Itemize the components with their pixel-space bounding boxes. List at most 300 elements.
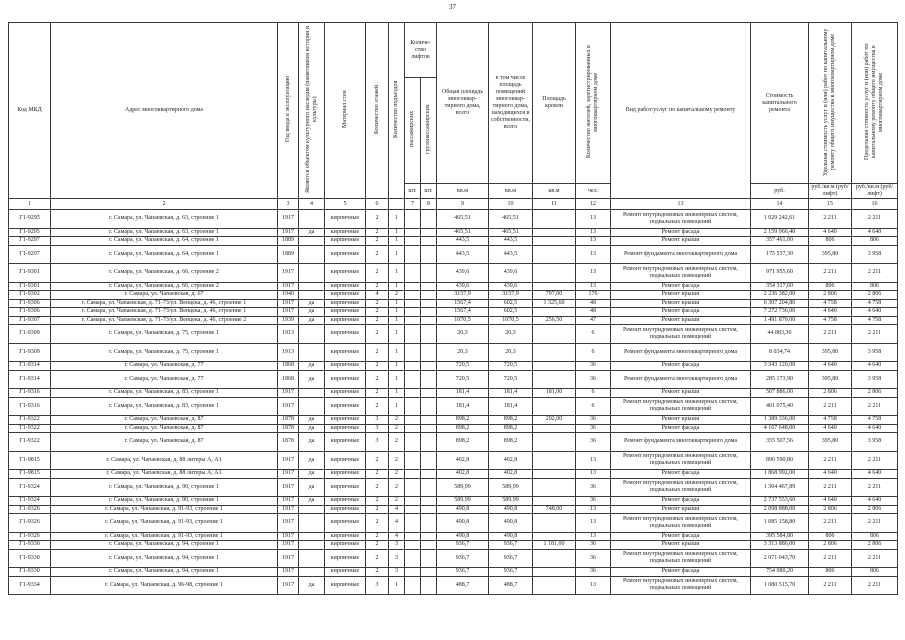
cell-heritage: да bbox=[299, 370, 325, 389]
column-number: 9 bbox=[437, 199, 489, 210]
cell-floors: 2 bbox=[366, 549, 389, 568]
header-roof-area: Площадь кровли bbox=[533, 23, 576, 184]
cell-total-area: 402,8 bbox=[437, 451, 489, 470]
cell-roof-area bbox=[533, 424, 576, 433]
cell-entrances: 2 bbox=[389, 424, 405, 433]
cell-year: 1917 bbox=[278, 451, 299, 470]
cell-code: Г1-9314 bbox=[9, 370, 51, 389]
cell-cost: 1 085 158,80 bbox=[751, 514, 809, 533]
cell-total-area: 720,5 bbox=[437, 362, 489, 371]
cell-work: Ремонт фасада bbox=[611, 424, 751, 433]
cell-cost: 2 159 966,40 bbox=[751, 228, 809, 237]
cell-unit-cost: 2 806 bbox=[809, 541, 852, 550]
cell-walls: кирпичные bbox=[325, 362, 366, 371]
cell-address: г. Самара, ул. Чапаевская, д. 88 литеры А, А1 bbox=[51, 470, 278, 479]
cell-lifts-passenger bbox=[405, 291, 421, 300]
cell-floors: 3 bbox=[366, 576, 389, 595]
table-row bbox=[9, 370, 898, 389]
cell-walls: кирпичные bbox=[325, 370, 366, 389]
cell-unit-cost: 4 640 bbox=[809, 497, 852, 506]
cell-floors: 3 bbox=[366, 424, 389, 433]
cell-work: Ремонт фундамента многоквартирного дома bbox=[611, 433, 751, 452]
cell-year: 1940 bbox=[278, 291, 299, 300]
cell-cost: 285 173,90 bbox=[751, 370, 809, 389]
cell-max-cost: 4 640 bbox=[852, 470, 898, 479]
cell-code: Г1-9326 bbox=[9, 514, 51, 533]
cell-entrances: 4 bbox=[389, 514, 405, 533]
cell-address: г. Самара, ул. Чапаевская, д. 91-93, строение 1 bbox=[51, 532, 278, 541]
cell-residents: 13 bbox=[576, 470, 611, 479]
cell-total-area: 443,5 bbox=[437, 245, 489, 264]
cell-walls: кирпичные bbox=[325, 389, 366, 398]
cell-walls: кирпичные bbox=[325, 228, 366, 237]
cell-code: Г1-9326 bbox=[9, 532, 51, 541]
cell-residents: 6 bbox=[576, 325, 611, 344]
cell-residents: 6 bbox=[576, 389, 611, 398]
cell-max-cost: 2 211 bbox=[852, 549, 898, 568]
cell-roof-area: 1 325,60 bbox=[533, 299, 576, 308]
cell-roof-area bbox=[533, 576, 576, 595]
cell-max-cost: 3 958 bbox=[852, 433, 898, 452]
cell-roof-area bbox=[533, 228, 576, 237]
cell-address: г. Самара, ул. Чапаевская, д. 83, строение 1 bbox=[51, 397, 278, 416]
cell-heritage: да bbox=[299, 470, 325, 479]
column-number: 10 bbox=[489, 199, 533, 210]
cell-lifts-freight bbox=[421, 416, 437, 425]
column-number: 7 bbox=[405, 199, 421, 210]
table-row bbox=[9, 433, 898, 452]
cell-work: Ремонт фасада bbox=[611, 362, 751, 371]
cell-max-cost: 4 758 bbox=[852, 416, 898, 425]
table-row bbox=[9, 470, 898, 479]
cell-walls: кирпичные bbox=[325, 514, 366, 533]
header-year bbox=[278, 23, 299, 199]
column-number: 1 bbox=[9, 199, 51, 210]
cell-walls: кирпичные bbox=[325, 497, 366, 506]
cell-heritage bbox=[299, 532, 325, 541]
cell-lifts-freight bbox=[421, 299, 437, 308]
cell-roof-area bbox=[533, 237, 576, 246]
cell-lifts-freight bbox=[421, 210, 437, 229]
cell-year: 1917 bbox=[278, 532, 299, 541]
cell-residents: 13 bbox=[576, 576, 611, 595]
cell-heritage bbox=[299, 389, 325, 398]
cell-unit-cost: 4 758 bbox=[809, 416, 852, 425]
cell-entrances: 2 bbox=[389, 470, 405, 479]
capital-repair-table bbox=[8, 22, 898, 595]
cell-heritage: да bbox=[299, 308, 325, 317]
cell-year: 1878 bbox=[278, 433, 299, 452]
cell-lifts-freight bbox=[421, 291, 437, 300]
header-unit-cost bbox=[809, 23, 852, 184]
cell-floors: 2 bbox=[366, 389, 389, 398]
cell-unit-cost: 395,80 bbox=[809, 245, 852, 264]
cell-floors: 2 bbox=[366, 514, 389, 533]
header-total-area: Общая площадь многоквар-тирного дома, всего bbox=[437, 23, 489, 184]
cell-work: Ремонт фасада bbox=[611, 282, 751, 291]
cell-roof-area bbox=[533, 397, 576, 416]
cell-address: г. Самара, ул. Чапаевская, д. 71-73/ул. Венцека, д. 46, строение 2 bbox=[51, 316, 278, 325]
header-lifts-freight-label: грузопассажирских bbox=[425, 104, 431, 154]
cell-max-cost: 3 958 bbox=[852, 245, 898, 264]
cell-code: Г1-9322 bbox=[9, 424, 51, 433]
unit-cost: руб. bbox=[751, 184, 809, 199]
cell-residents: 13 bbox=[576, 514, 611, 533]
cell-year: 1917 bbox=[278, 568, 299, 577]
cell-code: Г1-9302 bbox=[9, 291, 51, 300]
cell-total-area: 898,2 bbox=[437, 433, 489, 452]
cell-entrances: 1 bbox=[389, 228, 405, 237]
cell-cost: 44 883,30 bbox=[751, 325, 809, 344]
cell-roof-area bbox=[533, 470, 576, 479]
cell-roof-area bbox=[533, 210, 576, 229]
cell-unit-cost: 2 211 bbox=[809, 325, 852, 344]
cell-total-area: 439,6 bbox=[437, 282, 489, 291]
cell-heritage: да bbox=[299, 228, 325, 237]
cell-code: Г1-9309 bbox=[9, 325, 51, 344]
cell-total-area: 402,8 bbox=[437, 470, 489, 479]
unit-residents: чел. bbox=[576, 184, 611, 199]
header-unit-cost-label: Удельная стоимость услуг и (или) работ по капитальному ремонту общего имущества в многоквартирном доме bbox=[823, 27, 836, 176]
cell-work: Ремонт внутридомовых инженерных систем, подвальных помещений bbox=[611, 549, 751, 568]
cell-max-cost: 4 640 bbox=[852, 497, 898, 506]
column-number: 5 bbox=[325, 199, 366, 210]
cell-lifts-passenger bbox=[405, 497, 421, 506]
cell-walls: кирпичные bbox=[325, 264, 366, 283]
column-number: 15 bbox=[809, 199, 852, 210]
cell-unit-cost: 2 806 bbox=[809, 505, 852, 514]
cell-cost: 175 537,30 bbox=[751, 245, 809, 264]
table-row bbox=[9, 291, 898, 300]
cell-owned-area: 20,3 bbox=[489, 325, 533, 344]
header-lifts-passenger-label: пассажирских bbox=[409, 110, 415, 148]
cell-entrances: 1 bbox=[389, 370, 405, 389]
cell-lifts-passenger bbox=[405, 308, 421, 317]
table-row bbox=[9, 237, 898, 246]
cell-owned-area: 20,3 bbox=[489, 343, 533, 362]
cell-code: Г1-9297 bbox=[9, 237, 51, 246]
cell-unit-cost: 395,80 bbox=[809, 370, 852, 389]
cell-year: 1917 bbox=[278, 389, 299, 398]
cell-owned-area: 3157,9 bbox=[489, 291, 533, 300]
cell-max-cost: 2 806 bbox=[852, 505, 898, 514]
cell-entrances: 1 bbox=[389, 576, 405, 595]
cell-floors: 3 bbox=[366, 433, 389, 452]
cell-unit-cost: 2 806 bbox=[809, 389, 852, 398]
cell-floors: 2 bbox=[366, 343, 389, 362]
header-max-cost bbox=[852, 23, 898, 184]
cell-unit-cost: 4 640 bbox=[809, 362, 852, 371]
cell-entrances: 3 bbox=[389, 541, 405, 550]
cell-lifts-freight bbox=[421, 505, 437, 514]
cell-code: Г1-9322 bbox=[9, 433, 51, 452]
cell-floors: 2 bbox=[366, 237, 389, 246]
cell-total-area: 443,5 bbox=[437, 237, 489, 246]
cell-lifts-freight bbox=[421, 541, 437, 550]
cell-floors: 3 bbox=[366, 416, 389, 425]
table-row bbox=[9, 308, 898, 317]
header-heritage-label: Является объектом культурного наследия (памятником истории и культуры) bbox=[304, 25, 318, 193]
cell-residents: 13 bbox=[576, 228, 611, 237]
cell-max-cost: 4 640 bbox=[852, 424, 898, 433]
cell-max-cost: 2 211 bbox=[852, 325, 898, 344]
cell-total-area: 1567,4 bbox=[437, 299, 489, 308]
header-walls-label: Материал стен bbox=[341, 90, 348, 128]
table-row bbox=[9, 325, 898, 344]
cell-cost: 2 071 043,70 bbox=[751, 549, 809, 568]
cell-cost: 1 491 879,00 bbox=[751, 316, 809, 325]
cell-cost: 1 080 515,70 bbox=[751, 576, 809, 595]
cell-total-area: 936,7 bbox=[437, 549, 489, 568]
cell-owned-area: 488,7 bbox=[489, 576, 533, 595]
cell-roof-area bbox=[533, 451, 576, 470]
cell-lifts-passenger bbox=[405, 505, 421, 514]
cell-code: Г1-9316 bbox=[9, 397, 51, 416]
cell-lifts-passenger bbox=[405, 549, 421, 568]
cell-address: г. Самара, ул. Чапаевская, д. 75, строение 1 bbox=[51, 325, 278, 344]
cell-max-cost: 2 806 bbox=[852, 291, 898, 300]
cell-cost: 4 167 648,00 bbox=[751, 424, 809, 433]
cell-unit-cost: 4 758 bbox=[809, 316, 852, 325]
cell-heritage: да bbox=[299, 316, 325, 325]
cell-address: г. Самара, ул. Чапаевская, д. 88 литеры А, А1 bbox=[51, 451, 278, 470]
cell-walls: кирпичные bbox=[325, 470, 366, 479]
cell-year: 1917 bbox=[278, 264, 299, 283]
cell-total-area: 20,3 bbox=[437, 343, 489, 362]
cell-residents: 48 bbox=[576, 299, 611, 308]
header-floors bbox=[366, 23, 389, 199]
cell-roof-area bbox=[533, 282, 576, 291]
cell-owned-area: 465,51 bbox=[489, 228, 533, 237]
cell-walls: кирпичные bbox=[325, 308, 366, 317]
cell-entrances: 1 bbox=[389, 343, 405, 362]
cell-total-area: 465,51 bbox=[437, 228, 489, 237]
cell-max-cost: 2 211 bbox=[852, 397, 898, 416]
table-row bbox=[9, 497, 898, 506]
cell-total-area: 898,2 bbox=[437, 424, 489, 433]
cell-roof-area: 181,00 bbox=[533, 389, 576, 398]
table-row bbox=[9, 541, 898, 550]
cell-entrances: 1 bbox=[389, 245, 405, 264]
table-row bbox=[9, 424, 898, 433]
cell-residents: 36 bbox=[576, 541, 611, 550]
cell-max-cost: 2 211 bbox=[852, 451, 898, 470]
cell-lifts-passenger bbox=[405, 514, 421, 533]
table-row bbox=[9, 576, 898, 595]
cell-walls: кирпичные bbox=[325, 210, 366, 229]
cell-cost: 971 955,60 bbox=[751, 264, 809, 283]
cell-cost: 2 236 382,00 bbox=[751, 291, 809, 300]
cell-floors: 2 bbox=[366, 505, 389, 514]
cell-owned-area: 936,7 bbox=[489, 568, 533, 577]
cell-lifts-freight bbox=[421, 514, 437, 533]
cell-cost: 1 304 467,89 bbox=[751, 478, 809, 497]
cell-entrances: 1 bbox=[389, 299, 405, 308]
cell-work: Ремонт внутридомовых инженерных систем, подвальных помещений bbox=[611, 451, 751, 470]
cell-work: Ремонт внутридомовых инженерных систем, подвальных помещений bbox=[611, 478, 751, 497]
cell-residents: 36 bbox=[576, 549, 611, 568]
cell-roof-area bbox=[533, 362, 576, 371]
cell-entrances: 1 bbox=[389, 237, 405, 246]
column-number-row bbox=[9, 199, 898, 210]
cell-address: г. Самара, ул. Чапаевская, д. 64, строение 1 bbox=[51, 245, 278, 264]
cell-work: Ремонт фасада bbox=[611, 532, 751, 541]
cell-total-area: 3157,9 bbox=[437, 291, 489, 300]
cell-owned-area: 1070,5 bbox=[489, 316, 533, 325]
cell-year: 1913 bbox=[278, 343, 299, 362]
table-row bbox=[9, 389, 898, 398]
cell-year: 1939 bbox=[278, 316, 299, 325]
header-lifts-passenger bbox=[405, 78, 421, 184]
cell-work: Ремонт крыши bbox=[611, 291, 751, 300]
cell-owned-area: 490,8 bbox=[489, 514, 533, 533]
header-walls bbox=[325, 23, 366, 199]
cell-max-cost: 4 758 bbox=[852, 316, 898, 325]
cell-heritage bbox=[299, 282, 325, 291]
cell-floors: 2 bbox=[366, 308, 389, 317]
cell-heritage bbox=[299, 325, 325, 344]
cell-code: Г1-9322 bbox=[9, 416, 51, 425]
cell-roof-area bbox=[533, 478, 576, 497]
cell-floors: 2 bbox=[366, 228, 389, 237]
cell-address: г. Самара, ул. Чапаевская, д. 90, строение 1 bbox=[51, 497, 278, 506]
cell-work: Ремонт крыши bbox=[611, 541, 751, 550]
cell-address: г. Самара, ул. Чапаевская, д. 66, строение 2 bbox=[51, 282, 278, 291]
header-code: Код МКД bbox=[9, 23, 51, 199]
cell-cost: 1 389 336,00 bbox=[751, 416, 809, 425]
cell-code: Г1-9326 bbox=[9, 505, 51, 514]
cell-floors: 2 bbox=[366, 362, 389, 371]
cell-year: 1917 bbox=[278, 299, 299, 308]
cell-floors: 2 bbox=[366, 497, 389, 506]
cell-year: 1917 bbox=[278, 576, 299, 595]
cell-cost: 357 461,00 bbox=[751, 237, 809, 246]
cell-max-cost: 2 806 bbox=[852, 389, 898, 398]
cell-address: г. Самара, ул. Чапаевская, д. 87 bbox=[51, 433, 278, 452]
cell-entrances: 2 bbox=[389, 451, 405, 470]
cell-roof-area bbox=[533, 514, 576, 533]
cell-year: 1889 bbox=[278, 237, 299, 246]
cell-year: 1917 bbox=[278, 497, 299, 506]
cell-residents: 48 bbox=[576, 308, 611, 317]
cell-walls: кирпичные bbox=[325, 576, 366, 595]
cell-work: Ремонт крыши bbox=[611, 416, 751, 425]
table-row bbox=[9, 505, 898, 514]
cell-lifts-freight bbox=[421, 433, 437, 452]
cell-lifts-passenger bbox=[405, 228, 421, 237]
cell-walls: кирпичные bbox=[325, 291, 366, 300]
header-year-label: Год ввода в эксплуатацию bbox=[284, 75, 291, 143]
table-row bbox=[9, 451, 898, 470]
cell-owned-area: 465,51 bbox=[489, 210, 533, 229]
cell-total-area: 465,51 bbox=[437, 210, 489, 229]
cell-lifts-passenger bbox=[405, 325, 421, 344]
cell-code: Г1-9306 bbox=[9, 308, 51, 317]
cell-entrances: 1 bbox=[389, 397, 405, 416]
cell-owned-area: 402,8 bbox=[489, 470, 533, 479]
unit-total-area: кв.м bbox=[437, 184, 489, 199]
column-number: 16 bbox=[852, 199, 898, 210]
unit-max-cost: руб./кв.м (руб/лифт) bbox=[852, 184, 898, 199]
cell-residents: 36 bbox=[576, 362, 611, 371]
unit-lifts-passenger: шт. bbox=[405, 184, 421, 199]
cell-work: Ремонт фасада bbox=[611, 308, 751, 317]
page-number: 37 bbox=[449, 3, 456, 11]
cell-lifts-passenger bbox=[405, 237, 421, 246]
cell-walls: кирпичные bbox=[325, 478, 366, 497]
cell-address: г. Самара, ул. Чапаевская, д. 66, строение 2 bbox=[51, 264, 278, 283]
column-number: 4 bbox=[299, 199, 325, 210]
cell-roof-area: 256,50 bbox=[533, 316, 576, 325]
cell-roof-area: 797,00 bbox=[533, 291, 576, 300]
cell-walls: кирпичные bbox=[325, 451, 366, 470]
cell-max-cost: 3 958 bbox=[852, 370, 898, 389]
cell-lifts-passenger bbox=[405, 282, 421, 291]
cell-lifts-freight bbox=[421, 228, 437, 237]
cell-total-area: 898,2 bbox=[437, 416, 489, 425]
cell-cost: 354 317,60 bbox=[751, 282, 809, 291]
cell-entrances: 2 bbox=[389, 291, 405, 300]
cell-lifts-freight bbox=[421, 424, 437, 433]
cell-roof-area bbox=[533, 497, 576, 506]
header-row bbox=[9, 23, 898, 78]
cell-walls: кирпичные bbox=[325, 325, 366, 344]
cell-lifts-passenger bbox=[405, 362, 421, 371]
cell-residents: 13 bbox=[576, 210, 611, 229]
cell-walls: кирпичные bbox=[325, 549, 366, 568]
cell-work: Ремонт внутридомовых инженерных систем, подвальных помещений bbox=[611, 264, 751, 283]
cell-year: 1878 bbox=[278, 424, 299, 433]
cell-walls: кирпичные bbox=[325, 541, 366, 550]
cell-walls: кирпичные bbox=[325, 397, 366, 416]
cell-walls: кирпичные bbox=[325, 424, 366, 433]
cell-work: Ремонт внутридомовых инженерных систем, подвальных помещений bbox=[611, 325, 751, 344]
cell-entrances: 3 bbox=[389, 549, 405, 568]
cell-work: Ремонт фасада bbox=[611, 470, 751, 479]
cell-code: Г1-9324 bbox=[9, 478, 51, 497]
cell-cost: 401 075,40 bbox=[751, 397, 809, 416]
cell-unit-cost: 2 211 bbox=[809, 210, 852, 229]
cell-lifts-freight bbox=[421, 389, 437, 398]
cell-owned-area: 589,99 bbox=[489, 497, 533, 506]
cell-year: 1917 bbox=[278, 308, 299, 317]
cell-total-area: 488,7 bbox=[437, 576, 489, 595]
cell-cost: 6 307 204,80 bbox=[751, 299, 809, 308]
table-row bbox=[9, 362, 898, 371]
column-number: 14 bbox=[751, 199, 809, 210]
cell-owned-area: 181,4 bbox=[489, 389, 533, 398]
cell-owned-area: 936,7 bbox=[489, 549, 533, 568]
cell-heritage bbox=[299, 505, 325, 514]
cell-residents: 13 bbox=[576, 532, 611, 541]
table-body bbox=[9, 210, 898, 595]
cell-max-cost: 2 806 bbox=[852, 541, 898, 550]
cell-total-area: 181,4 bbox=[437, 397, 489, 416]
cell-unit-cost: 395,80 bbox=[809, 343, 852, 362]
cell-total-area: 720,5 bbox=[437, 370, 489, 389]
cell-year: 1917 bbox=[278, 541, 299, 550]
cell-total-area: 936,7 bbox=[437, 568, 489, 577]
cell-lifts-freight bbox=[421, 308, 437, 317]
cell-address: г. Самара, ул. Чапаевская, д. 87 bbox=[51, 424, 278, 433]
cell-entrances: 4 bbox=[389, 532, 405, 541]
cell-cost: 507 886,00 bbox=[751, 389, 809, 398]
cell-year: 1917 bbox=[278, 210, 299, 229]
cell-walls: кирпичные bbox=[325, 433, 366, 452]
cell-address: г. Самара, ул. Чапаевская, д. 96-98, строение 1 bbox=[51, 576, 278, 595]
cell-address: г. Самара, ул. Чапаевская, д. 67 bbox=[51, 291, 278, 300]
table-row bbox=[9, 264, 898, 283]
